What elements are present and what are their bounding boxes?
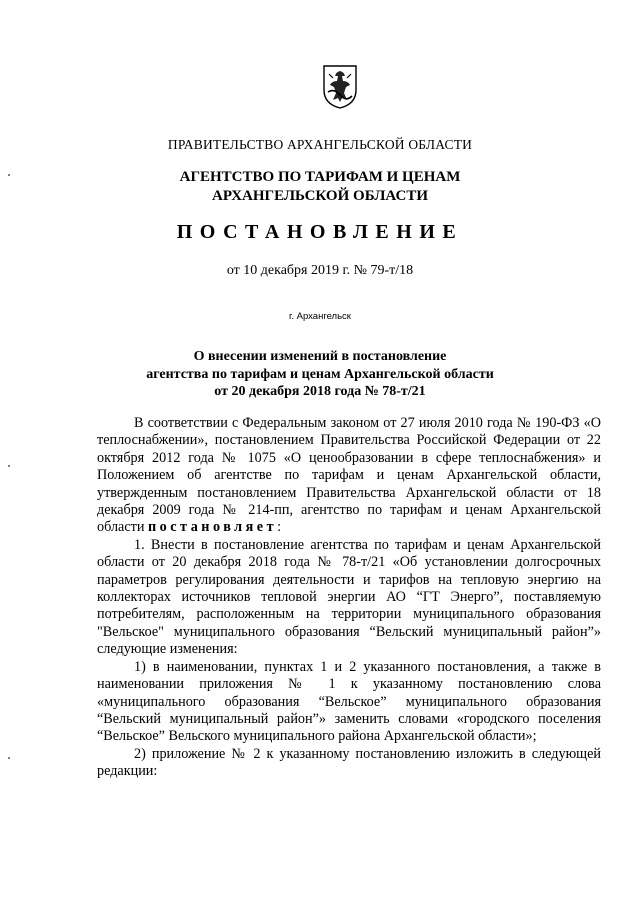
agency-name-line1: АГЕНТСТВО ПО ТАРИФАМ И ЦЕНАМ <box>179 169 461 185</box>
subject-line1: О внесении изменений в постановление <box>193 349 447 364</box>
agency-name <box>0 168 640 206</box>
subitem-1-paragraph: 1) в наименовании, пунктах 1 и 2 указанного постановления, а также в наименовании приложения № 1 к указанному постановлению слова «муниципального образования “Вельское” муниципального образования “Вельский муниципальный район”» заменить словами «городского поселения “Вельское” Вельского муниципального района Архангельской области»; <box>97 658 601 745</box>
document-city: г. Архангельск <box>289 311 351 322</box>
decree-suffix: : <box>277 519 282 536</box>
document-body <box>97 415 601 781</box>
preamble-paragraph <box>97 415 601 537</box>
document-type-title: ПОСТАНОВЛЕНИЕ <box>176 221 464 243</box>
margin-mark <box>8 757 10 759</box>
document-date-number: от 10 декабря 2019 г. № 79-т/18 <box>226 263 414 278</box>
document-subject <box>0 348 640 401</box>
coat-of-arms-emblem <box>320 62 360 110</box>
preamble-text: В соответствии с Федеральным законом от 27 июля 2010 года № 190-ФЗ «О теплоснабжении», постановлением Правительства Российской Федерации от 22 октября 2012 года № 1075 «О ценообразовании в сфере теплоснабжения» и Положением об агентстве по тарифам и ценам Архангельской области, утвержденным постановлением Правительства Архангельской области от 18 декабря 2009 года № 214-пп, агентство по тарифам и ценам Архангельской области <box>97 415 601 536</box>
subject-line2: агентства по тарифам и ценам Архангельской области <box>146 366 494 382</box>
decree-word: постановляет <box>147 519 278 536</box>
margin-mark <box>8 174 10 176</box>
government-name: ПРАВИТЕЛЬСТВО АРХАНГЕЛЬСКОЙ ОБЛАСТИ <box>167 137 473 152</box>
agency-name-line2: АРХАНГЕЛЬСКОЙ ОБЛАСТИ <box>212 188 428 204</box>
subject-line3: от 20 декабря 2018 года № 78-т/21 <box>214 384 426 399</box>
margin-mark <box>8 465 10 467</box>
item-1-paragraph: 1. Внести в постановление агентства по тарифам и ценам Архангельской области от 20 декабря 2018 года № 78-т/21 «Об установлении долгосрочных параметров регулирования деятельности и тарифов на тепловую энергию на коллекторах источников тепловой энергии АО “ГТ Энерго”, поставляемую потребителям, расположенным на территории муниципального образования "Вельское" муниципального образования “Вельский муниципальный район”» следующие изменения: <box>97 536 601 658</box>
subitem-2-paragraph: 2) приложение № 2 к указанному постановлению изложить в следующей редакции: <box>97 745 601 780</box>
